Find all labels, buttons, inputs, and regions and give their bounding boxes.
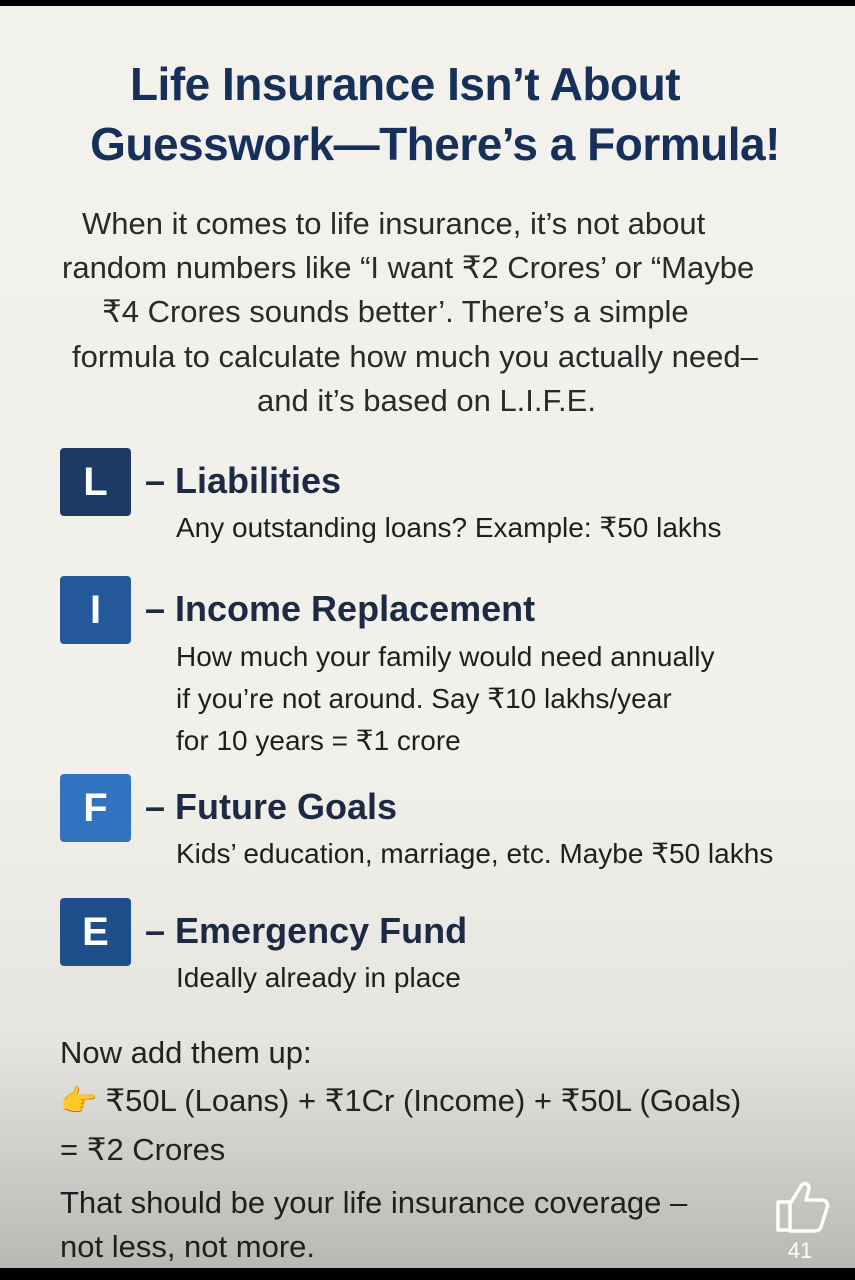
title-line-2: Guesswork—There’s a Formula! (90, 118, 780, 170)
page-title (0, 54, 855, 174)
intro-line-1: When it comes to life insurance, it’s not about (82, 206, 706, 241)
item-heading: – Income Replacement (145, 588, 536, 629)
title-line-1: Life Insurance Isn’t About (129, 58, 681, 110)
closing-text (60, 1181, 687, 1268)
intro-line-3: ₹4 Crores sounds better’. There’s a simple (102, 294, 689, 329)
post-image (0, 6, 855, 1268)
letter-badge-l: L (60, 448, 131, 516)
intro-line-5: and it’s based on L.I.F.E. (257, 383, 596, 418)
summary-block (60, 1029, 741, 1174)
letter-badge-i: I (60, 576, 131, 644)
closing-line-1: That should be your life insurance coverage – (60, 1185, 688, 1220)
description-line: Ideally already in place (176, 962, 461, 993)
description-line: for 10 years = ₹1 crore (176, 725, 461, 756)
description-line: How much your family would need annually (176, 641, 715, 672)
letter-badge-f: F (60, 774, 131, 842)
intro-line-2: random numbers like “I want ₹2 Crores’ or “Maybe (62, 250, 755, 285)
item-description (176, 957, 461, 999)
item-heading: – Future Goals (145, 786, 398, 827)
pointing-hand-icon: 👉 (60, 1085, 98, 1118)
summary-line-2 (60, 1077, 741, 1126)
summary-formula: ₹50L (Loans) + ₹1Cr (Income) + ₹50L (Goals) (105, 1083, 742, 1118)
like-button[interactable] (768, 1176, 832, 1266)
intro-line-4: formula to calculate how much you actually need– (72, 339, 758, 374)
description-line: Kids’ education, marriage, etc. Maybe ₹50 lakhs (176, 838, 774, 869)
description-line: if you’re not around. Say ₹10 lakhs/year (176, 683, 672, 714)
item-heading: – Liabilities (145, 460, 342, 501)
item-description (176, 636, 715, 762)
letter-badge-e: E (60, 898, 131, 966)
item-description (176, 833, 773, 875)
closing-line-2: not less, not more. (60, 1229, 316, 1264)
like-count: 41 (787, 1238, 813, 1263)
item-description (176, 507, 721, 549)
description-line: Any outstanding loans? Example: ₹50 lakhs (176, 512, 722, 543)
summary-line-1: Now add them up: (60, 1035, 312, 1070)
thumbs-up-icon (768, 1176, 832, 1238)
summary-line-3: = ₹2 Crores (60, 1132, 226, 1167)
item-heading: – Emergency Fund (145, 910, 468, 951)
